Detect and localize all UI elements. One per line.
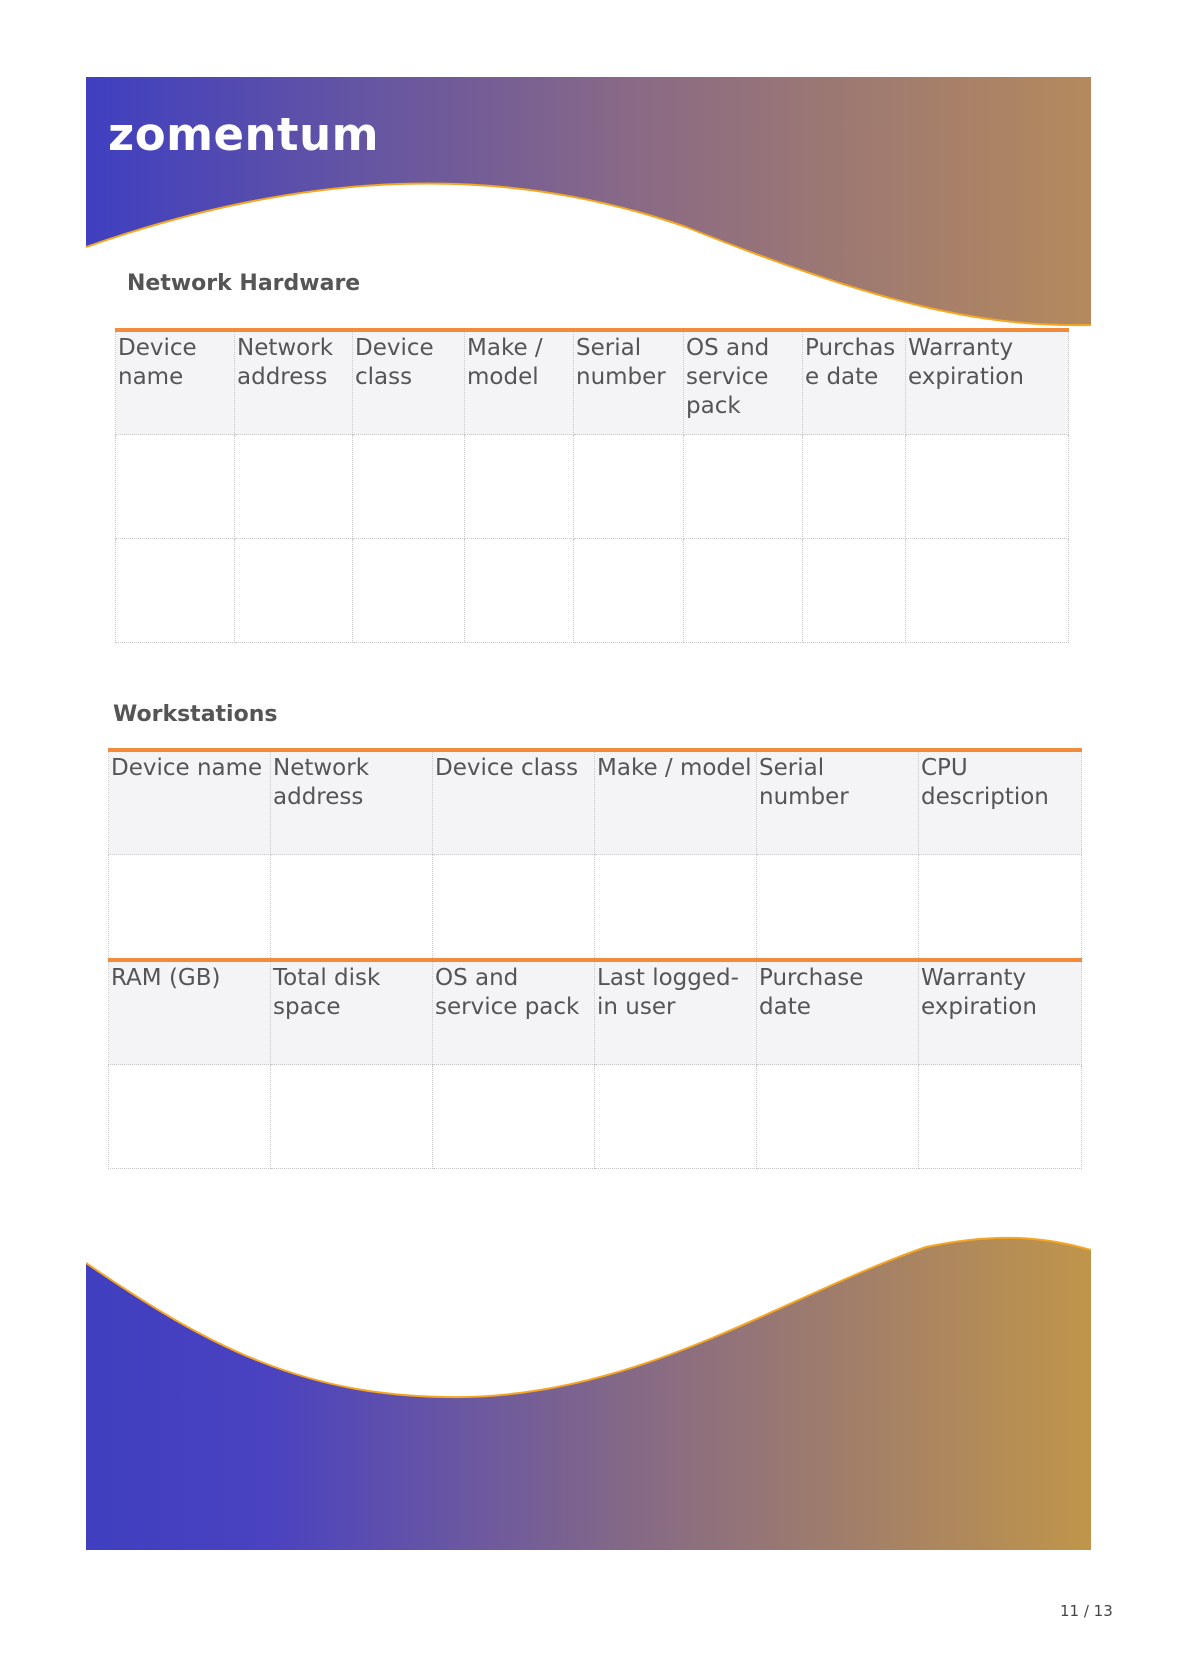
table-cell[interactable] — [116, 539, 235, 643]
table-cell[interactable] — [465, 435, 574, 539]
table-cell[interactable] — [116, 435, 235, 539]
column-header: Network address — [271, 750, 433, 855]
table-cell[interactable] — [803, 435, 906, 539]
table-cell[interactable] — [465, 539, 574, 643]
column-header: Device class — [353, 330, 465, 435]
table-cell[interactable] — [919, 1065, 1082, 1169]
table-cell[interactable] — [574, 539, 684, 643]
table-cell[interactable] — [757, 855, 919, 961]
table-header-row — [116, 330, 1069, 435]
workstations-table — [108, 748, 1082, 1169]
column-header: Purchas e date — [803, 330, 906, 435]
table-cell[interactable] — [235, 539, 353, 643]
page-number: 11 / 13 — [1060, 1602, 1113, 1620]
table-header-row — [109, 960, 1082, 1065]
table-cell[interactable] — [433, 1065, 595, 1169]
table-cell[interactable] — [919, 855, 1082, 961]
table-cell[interactable] — [595, 855, 757, 961]
column-header: OS and service pack — [433, 960, 595, 1065]
table-cell[interactable] — [574, 435, 684, 539]
table-cell[interactable] — [235, 435, 353, 539]
column-header: Warranty expiration — [906, 330, 1069, 435]
footer-banner — [86, 1235, 1091, 1550]
table-cell[interactable] — [906, 435, 1069, 539]
table-cell[interactable] — [109, 1065, 271, 1169]
column-header: Device name — [116, 330, 235, 435]
table-header-row — [109, 750, 1082, 855]
table-cell[interactable] — [757, 1065, 919, 1169]
table-cell[interactable] — [803, 539, 906, 643]
table-cell[interactable] — [684, 435, 803, 539]
table-cell[interactable] — [595, 1065, 757, 1169]
table-cell[interactable] — [109, 855, 271, 961]
column-header: Purchase date — [757, 960, 919, 1065]
table-cell[interactable] — [906, 539, 1069, 643]
column-header: Last logged-in user — [595, 960, 757, 1065]
table-cell[interactable] — [271, 1065, 433, 1169]
table-row — [116, 435, 1069, 539]
column-header: Make / model — [595, 750, 757, 855]
column-header: Serial number — [757, 750, 919, 855]
column-header: CPU description — [919, 750, 1082, 855]
network-hardware-heading: Network Hardware — [127, 271, 361, 296]
table-cell[interactable] — [271, 855, 433, 961]
table-row — [116, 539, 1069, 643]
table-cell[interactable] — [353, 539, 465, 643]
column-header: Warranty expiration — [919, 960, 1082, 1065]
column-header: Total disk space — [271, 960, 433, 1065]
table-cell[interactable] — [684, 539, 803, 643]
column-header: Network address — [235, 330, 353, 435]
column-header: RAM (GB) — [109, 960, 271, 1065]
table-cell[interactable] — [433, 855, 595, 961]
table-cell[interactable] — [353, 435, 465, 539]
table-row — [109, 1065, 1082, 1169]
column-header: OS and service pack — [684, 330, 803, 435]
column-header: Device class — [433, 750, 595, 855]
workstations-heading: Workstations — [113, 702, 278, 727]
column-header: Device name — [109, 750, 271, 855]
column-header: Serial number — [574, 330, 684, 435]
table-row — [109, 855, 1082, 961]
network-hardware-table — [115, 328, 1069, 643]
zomentum-logo: zomentum — [108, 108, 379, 161]
column-header: Make / model — [465, 330, 574, 435]
